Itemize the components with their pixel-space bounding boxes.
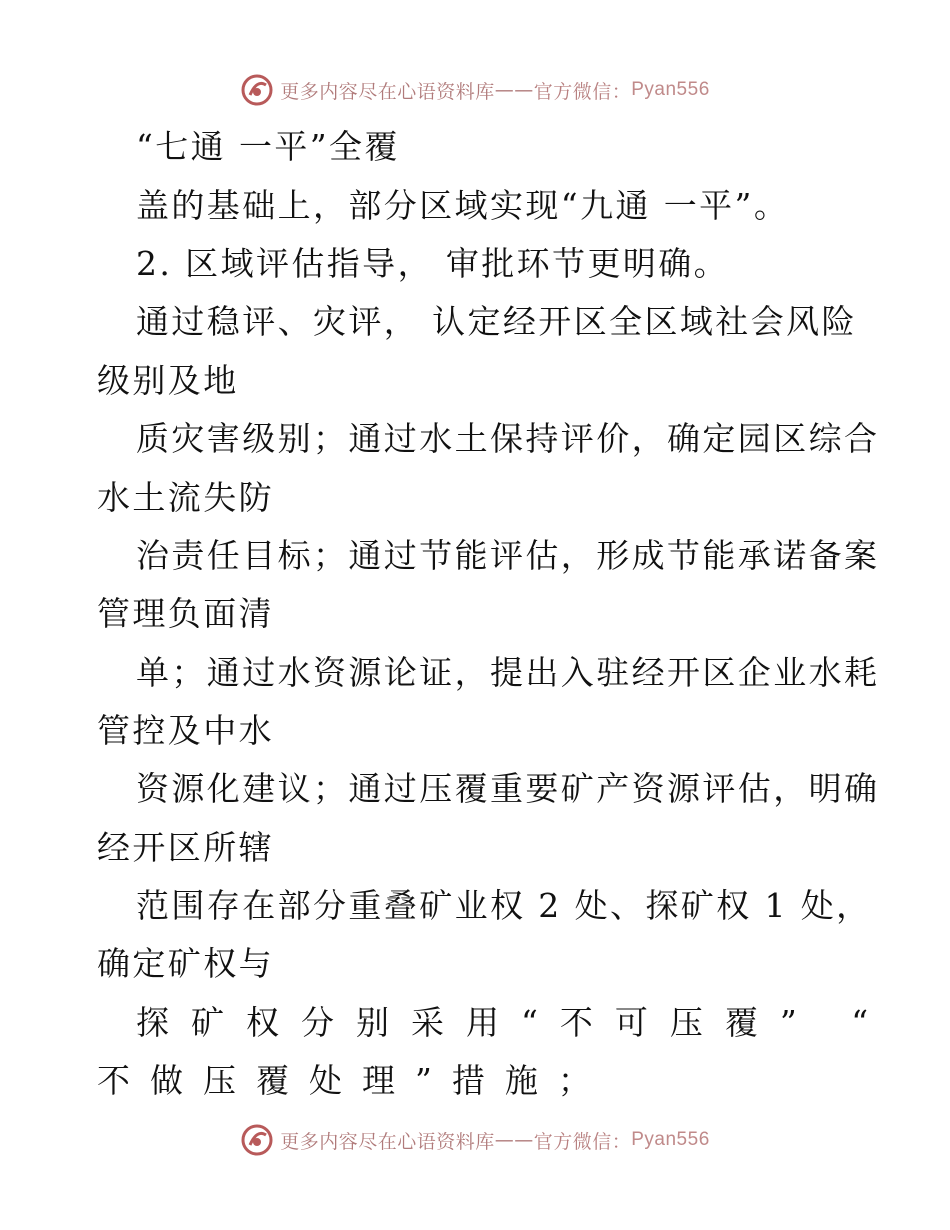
watermark-wechat-id: Pyan556 [631, 1129, 710, 1150]
watermark-dash: —— [494, 1129, 534, 1151]
watermark-dash: —— [494, 79, 534, 101]
text-line: 盖的基础上，部分区域实现“九通 一平”。 [136, 186, 790, 225]
text-line: 管控及中水 [97, 711, 274, 750]
text-line: 经开区所辖 [97, 828, 274, 867]
brand-logo-icon [240, 1123, 274, 1157]
watermark-wechat-label: 官方微信： [533, 80, 632, 103]
watermark-text: 更多内容尽在心语资料库 [280, 80, 495, 103]
watermark-footer [0, 1120, 950, 1160]
text-line: 2. 区域评估指导， 审批环节更明确。 [136, 244, 730, 283]
text-line: 级别及地 [97, 361, 239, 400]
watermark-wechat-id: Pyan556 [631, 79, 710, 100]
text-line: 通过稳评、灾评， 认定经开区全区域社会风险 [136, 302, 857, 341]
text-line: 确定矿权与 [97, 944, 274, 983]
text-line: 质灾害级别；通过水土保持评价，确定园区综合 [136, 419, 880, 458]
text-line: 探矿权分别采用“不可压覆” “ [136, 1003, 891, 1042]
watermark-text: 更多内容尽在心语资料库 [280, 1130, 495, 1153]
text-line: 治责任目标；通过节能评估，形成节能承诺备案 [136, 536, 880, 575]
text-line: “七通 一平”全覆 [136, 127, 400, 166]
text-line: 范围存在部分重叠矿业权 2 处、探矿权 1 处， [136, 886, 872, 925]
text-line: 不做压覆处理”措施； [97, 1061, 611, 1100]
brand-logo-icon [240, 73, 274, 107]
text-line: 水土流失防 [97, 478, 274, 517]
watermark-header [0, 70, 950, 110]
watermark-wechat-label: 官方微信： [533, 1130, 632, 1153]
text-line: 管理负面清 [97, 594, 274, 633]
text-line: 资源化建议；通过压覆重要矿产资源评估，明确 [136, 769, 880, 808]
text-line: 单；通过水资源论证，提出入驻经开区企业水耗 [136, 653, 880, 692]
